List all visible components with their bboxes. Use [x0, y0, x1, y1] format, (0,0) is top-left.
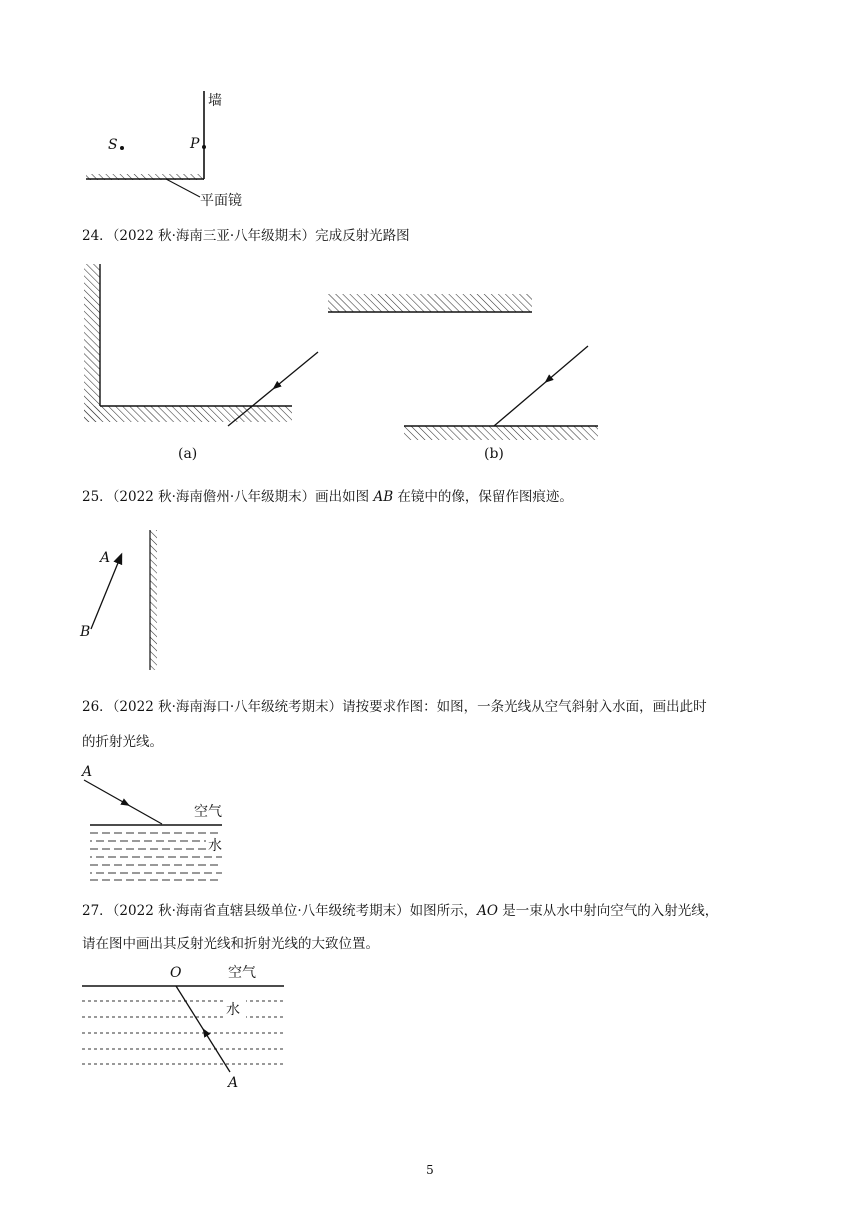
label-point-a: A [82, 764, 93, 780]
label-s: S [108, 137, 118, 153]
page-number: 5 [426, 1163, 434, 1177]
mirror-a-vertical-hatching [84, 264, 100, 422]
label-a-fig: (a) [178, 446, 198, 462]
water-dashes [82, 1001, 284, 1064]
label-point-o: O [170, 965, 182, 981]
question-24: 24．（2022 秋·海南三亚·八年级期末）完成反射光路图 [82, 228, 410, 244]
label-water: 水 [208, 838, 222, 854]
label-point-a: A [100, 550, 111, 566]
water-dashes [90, 833, 222, 880]
mirror-b-top-hatching [328, 294, 532, 312]
question-27-line-2: 请在图中画出其反射光线和折射光线的大致位置。 [82, 936, 379, 952]
mirror-25-hatching [150, 530, 157, 670]
mirror-leader-line [166, 179, 200, 197]
question-26-line-2: 的折射光线。 [82, 734, 163, 750]
question-27-suffix: 是一束从水中射向空气的入射光线， [498, 903, 719, 919]
figure-reflection-ab [80, 258, 620, 468]
figure-air-water [80, 762, 240, 887]
label-mirror: 平面镜 [200, 193, 242, 209]
point-p [202, 145, 206, 149]
label-point-a: A [228, 1075, 239, 1091]
figure-water-to-air [80, 962, 290, 1092]
figure-mirror-ab [76, 528, 176, 676]
figure-wall-mirror [80, 85, 270, 210]
incident-ray-ao [176, 986, 230, 1072]
label-air: 空气 [194, 804, 222, 820]
question-25-prefix: 25．（2022 秋·海南儋州·八年级期末）画出如图 [82, 489, 374, 505]
label-wall: 墙 [208, 93, 222, 109]
label-point-b: B [80, 624, 91, 640]
question-25-suffix: 在镜中的像，保留作图痕迹。 [393, 489, 573, 505]
point-s [120, 146, 124, 150]
question-25-var: AB [373, 489, 394, 505]
label-water: 水 [226, 1002, 240, 1018]
mirror-a-bottom-hatching [84, 406, 292, 422]
question-27-prefix: 27．（2022 秋·海南省直辖县级单位·八年级统考期末）如图所示， [82, 903, 478, 919]
question-26-line-1: 26．（2022 秋·海南海口·八年级统考期末）请按要求作图：如图，一条光线从空气斜射入水面，画出此时 [82, 699, 707, 715]
label-air: 空气 [228, 965, 256, 981]
object-ab [91, 558, 120, 629]
question-25 [82, 487, 573, 507]
incident-ray-b [494, 346, 588, 426]
incident-ray [84, 780, 162, 824]
mirror-b-bottom-hatching [404, 426, 598, 440]
question-27-line-1 [82, 901, 718, 921]
question-27-var: AO [477, 903, 498, 919]
label-b-fig: (b) [484, 446, 504, 462]
label-p: P [190, 136, 200, 152]
